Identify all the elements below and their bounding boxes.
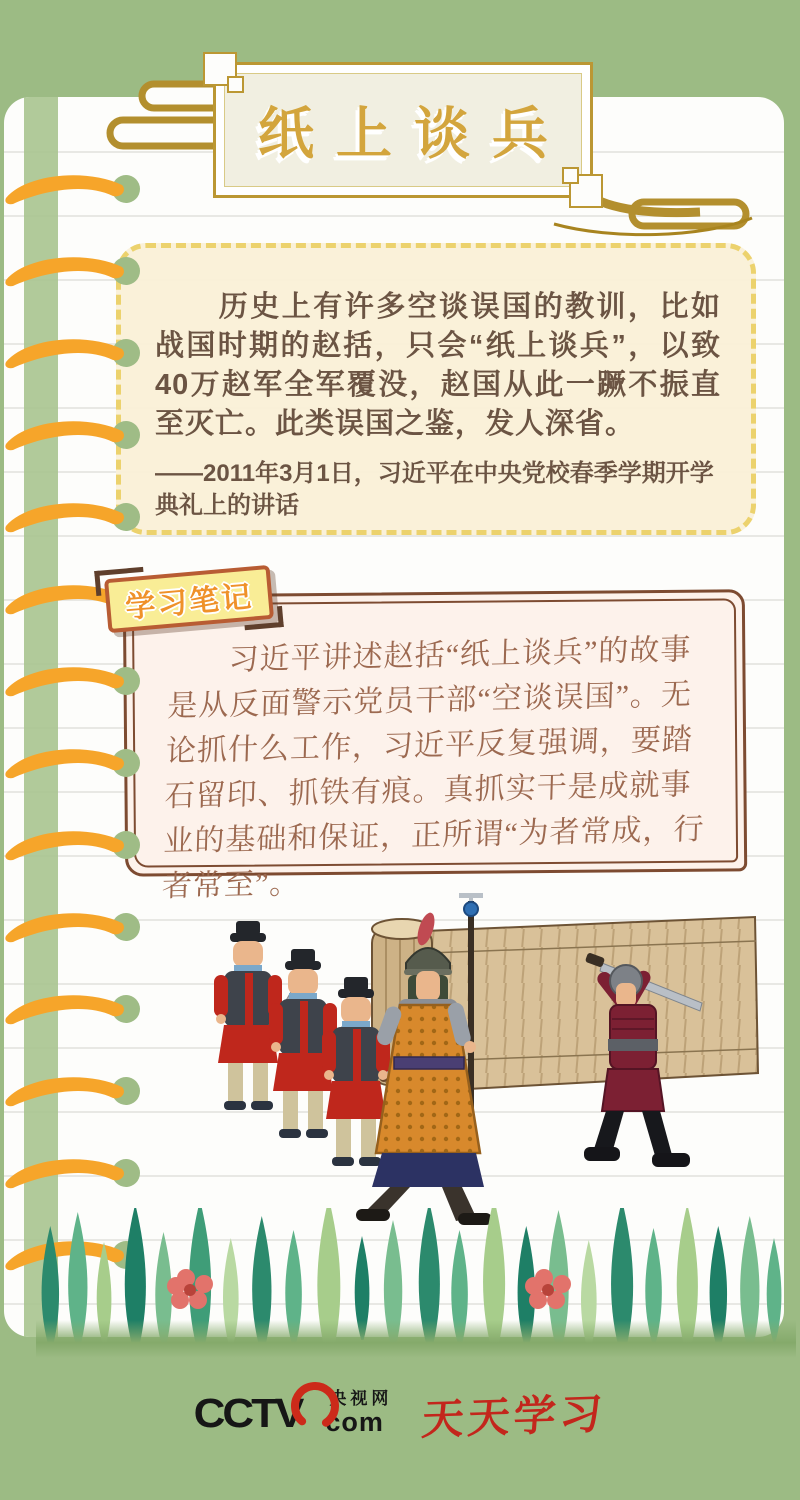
title-plaque — [213, 62, 593, 198]
quote-card — [116, 243, 756, 535]
page-title: 纸上谈兵 — [258, 102, 570, 165]
title-corner-ornament-top-left — [203, 52, 237, 86]
title-panel — [224, 73, 582, 187]
cctv-domain-label: com — [325, 1407, 384, 1437]
binder-clip — [0, 740, 150, 784]
grass-decoration — [36, 1208, 796, 1358]
binder-clips — [0, 166, 150, 1276]
title-corner-ornament-bottom-right — [569, 174, 603, 208]
binder-clip — [0, 986, 150, 1030]
binder-clip — [0, 330, 150, 374]
notes-card-inner — [132, 598, 738, 904]
binder-clip — [0, 822, 150, 866]
binder-clip — [0, 1068, 150, 1112]
cctv-logo — [193, 1389, 393, 1437]
notes-text: 习近平讲述赵括“纸上谈兵”的故事是从反面警示党员干部“空谈误国”。无论抓什么工作，习近平反复强调，要踏石留印、抓铁有痕。真抓实干是成就事业的基础和保证，正所谓“为者常成，行者常至”。 — [161, 633, 706, 904]
quote-attribution: ——2011年3月1日，习近平在中央党校春季学期开学典礼上的讲话 — [155, 460, 714, 519]
notes-badge-label: 学习笔记 — [124, 580, 255, 625]
footer-logo — [0, 1372, 800, 1456]
binder-clip — [0, 658, 150, 702]
binder-clip — [0, 904, 150, 948]
binder-clip — [0, 166, 150, 210]
binder-clip — [0, 1150, 150, 1194]
cctv-wordmark: CCTV — [193, 1391, 302, 1437]
binder-clip — [0, 248, 150, 292]
brand-calligraphy: 天天学习 — [420, 1391, 608, 1445]
cctv-arc-icon — [287, 1378, 343, 1434]
binder-clip — [0, 412, 150, 456]
battle-illustration — [60, 893, 760, 1238]
cctv-site-label: 央视网 — [329, 1389, 393, 1408]
notes-badge — [104, 565, 274, 633]
binder-clip — [0, 494, 150, 538]
notes-card — [123, 589, 747, 904]
quote-text: 历史上有许多空谈误国的教训，比如战国时期的赵括，只会“纸上谈兵”，以致40万赵军全军覆没，赵国从此一蹶不振直至灭亡。此类误国之鉴，发人深省。 — [155, 291, 721, 440]
